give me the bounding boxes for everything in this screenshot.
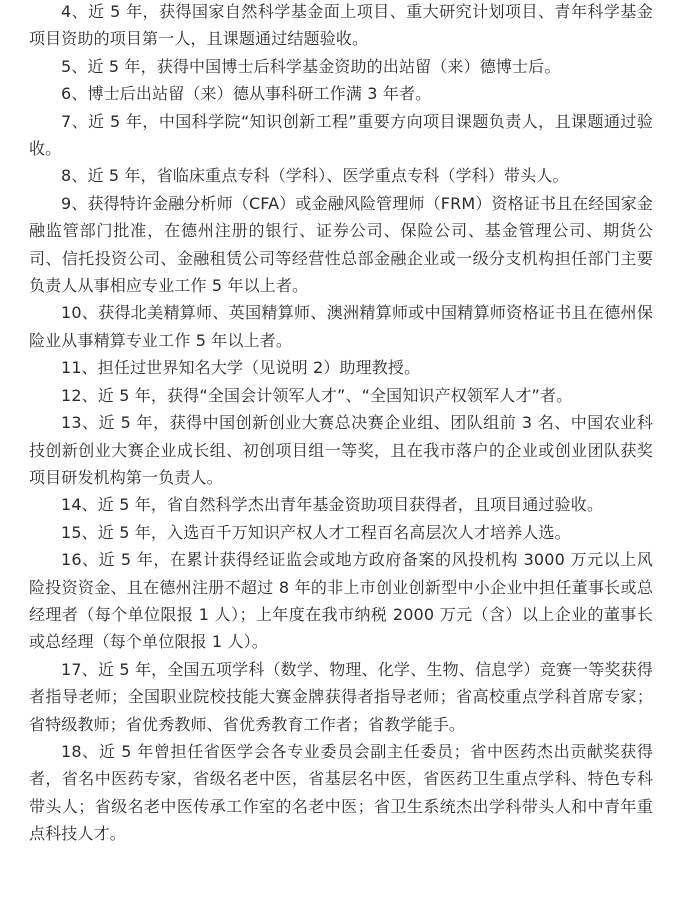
paragraph-item-10: 10、获得北美精算师、英国精算师、澳洲精算师或中国精算师资格证书且在德州保险业从事精算专业工作 5 年以上者。 [29, 303, 653, 350]
paragraph-item-14: 14、近 5 年，省自然科学杰出青年基金资助项目获得者，且项目通过验收。 [61, 495, 604, 515]
paragraph-item-16: 16、近 5 年，在累计获得经证监会或地方政府备案的风投机构 3000 万元以上风险投资资金、且在德州注册不超过 8 年的非上市创业创新型中小企业中担任董事长或总经理者（每个单位限报 1 人）；上年度在我市纳税 2000 万元（含）以上企业的董事长或总经理（每个单位限报 1 人）。 [29, 550, 653, 652]
document-body [29, 0, 653, 848]
paragraph-item-15: 15、近 5 年，入选百千万知识产权人才工程百名高层次人才培养人选。 [61, 522, 571, 542]
paragraph-item-6: 6、博士后出站留（来）德从事科研工作满 3 年者。 [61, 84, 432, 104]
paragraph-item-9: 9、获得特许金融分析师（CFA）或金融风险管理师（FRM）资格证书且在经国家金融监管部门批准，在德州注册的银行、证券公司、保险公司、基金管理公司、期货公司、信托投资公司、金融租赁公司等经营性总部金融企业或一级分支机构担任部门主要负责人从事相应专业工作 5 年以上者。 [29, 193, 654, 296]
paragraph-item-11: 11、担任过世界知名大学（见说明 2）助理教授。 [61, 358, 421, 378]
paragraph-item-7: 7、近 5 年，中国科学院“知识创新工程”重要方向项目课题负责人，且课题通过验收。 [29, 111, 653, 159]
paragraph-item-4: 4、近 5 年，获得国家自然科学基金面上项目、重大研究计划项目、青年科学基金项目资助的项目第一人，且课题通过结题验收。 [29, 2, 653, 49]
paragraph-item-12: 12、近 5 年，获得“全国会计领军人才”、“全国知识产权领军人才”者。 [61, 385, 573, 405]
paragraph-item-17: 17、近 5 年，全国五项学科（数学、物理、化学、生物、信息学）竞赛一等奖获得者指导老师；全国职业院校技能大赛金牌获得者指导老师；省高校重点学科首席专家；省特级教师；省优秀教师、省优秀教育工作者；省教学能手。 [29, 659, 653, 734]
paragraph-item-13: 13、近 5 年，获得中国创新创业大赛总决赛企业组、团队组前 3 名、中国农业科技创新创业大赛企业成长组、初创项目组一等奖，且在我市落户的企业或创业团队获奖项目研发机构第一负责人。 [29, 413, 653, 487]
paragraph-item-18: 18、近 5 年曾担任省医学会各专业委员会副主任委员；省中医药杰出贡献奖获得者，省名中医药专家，省级名老中医，省基层名中医，省医药卫生重点学科、特色专科带头人；省级名老中医传承工作室的名老中医；省卫生系统杰出学科带头人和中青年重点科技人才。 [29, 741, 653, 844]
paragraph-item-8: 8、近 5 年，省临床重点专科（学科）、医学重点专科（学科）带头人。 [61, 166, 569, 186]
paragraph-item-5: 5、近 5 年，获得中国博士后科学基金资助的出站留（来）德博士后。 [61, 56, 561, 76]
